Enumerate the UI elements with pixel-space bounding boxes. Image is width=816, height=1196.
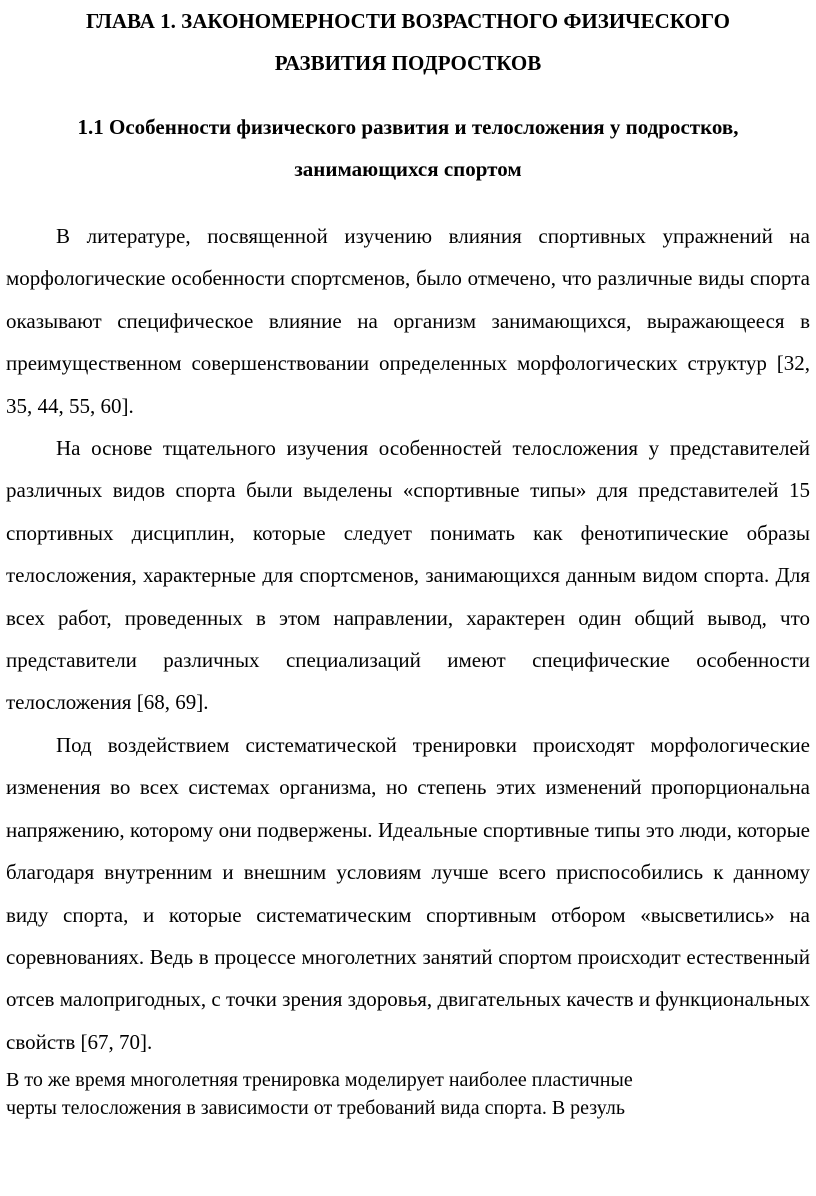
chapter-title-line2: РАЗВИТИЯ ПОДРОСТКОВ: [274, 51, 542, 75]
chapter-title-line1: ГЛАВА 1. ЗАКОНОМЕРНОСТИ ВОЗРАСТНОГО ФИЗИЧЕСКОГО: [86, 9, 730, 33]
paragraph-literature: В литературе, посвященной изучению влияния спортивных упражнений на морфологические особенности спортсменов, было отмечено, что различные виды спорта оказывают специфическое влияние на организм занимающихся, выражающееся в преимущественном совершенствовании определенных морфологических структур [32, 35, 44, 55, 60].: [6, 224, 810, 418]
tail-line2: черты телосложения в зависимости от требований вида спорта. В резуль: [6, 1097, 625, 1120]
section-title-line2: занимающихся спортом: [294, 157, 522, 181]
section-title: [6, 106, 810, 190]
section-title-line1: 1.1 Особенности физического развития и телосложения у подростков,: [77, 115, 739, 139]
paragraph-sport-types: На основе тщательного изучения особенностей телосложения у представителей различных видов спорта были выделены «спортивные типы» для представителей 15 спортивных дисциплин, которые следует понимать как фенотипические образы телосложения, характерные для спортсменов, занимающихся данным видом спорта. Для всех работ, проведенных в этом направлении, характерен один общий вывод, что представители различных специализаций имеют специфические особенности телосложения [68, 69].: [6, 436, 810, 715]
body-text: [6, 215, 810, 1122]
chapter-title: [6, 0, 810, 84]
paragraph-training-effects: Под воздействием систематической тренировки происходят морфологические изменения во всех системах организма, но степень этих изменений пропорциональна напряжению, которому они подвержены. Идеальные спортивные типы это люди, которые благодаря внутренним и внешним условиям лучше всего приспособились к данному виду спорта, и которые систематическим спортивным отбором «высветились» на соревнованиях. Ведь в процессе многолетних занятий спортом происходит естественный отсев малопригодных, с точки зрения здоровья, двигательных качеств и функциональных свойств [67, 70].: [6, 732, 810, 1054]
tail-line1: В то же время многолетняя тренировка моделирует наиболее пластичные: [6, 1069, 633, 1092]
paragraph-tail: [6, 1066, 776, 1122]
